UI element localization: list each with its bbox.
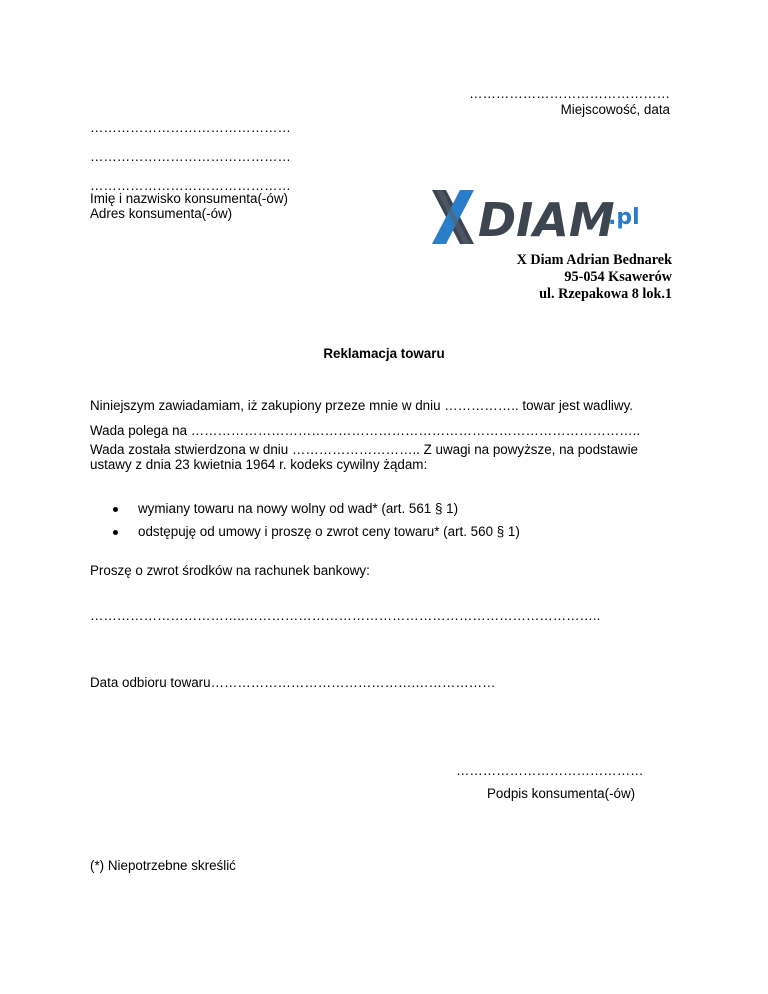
bank-account-dots: ……………………………..……………………………………………………………………..: [90, 608, 601, 623]
defect-found-paragraph-line-2: ustawy z dnia 23 kwietnia 1964 r. kodeks cywilny żądam:: [90, 457, 428, 472]
document-title: Reklamacja towaru: [323, 346, 445, 361]
footnote: (*) Niepotrzebne skreślić: [90, 858, 236, 873]
place-date-dots: ………………………………………: [469, 86, 670, 101]
signature-label: Podpis konsumenta(-ów): [487, 786, 636, 801]
bullet-marker: [113, 530, 118, 535]
logo-text: DIAM: [478, 193, 615, 246]
signature-dots: ……………………………………: [456, 763, 644, 778]
demand-option-replace: wymiany towaru na nowy wolny od wad* (art. 561 § 1): [138, 501, 459, 516]
seller-name: X Diam Adrian Bednarek: [516, 252, 672, 268]
consumer-line-2: ………………………………………: [90, 149, 291, 164]
place-date-label: Miejscowość, data: [560, 102, 670, 117]
logo-x-mark: [432, 190, 474, 244]
logo-suffix: .pl: [608, 205, 640, 230]
demand-option-withdraw: odstępuję od umowy i proszę o zwrot ceny towaru* (art. 560 § 1): [138, 524, 520, 539]
defect-description-line: Wada polega na ………………………………………………………………………………………..: [90, 423, 641, 438]
defect-date-paragraph: Niniejszym zawiadamiam, iż zakupiony przeze mnie w dniu …………….. towar jest wadliwy.: [90, 398, 633, 413]
consumer-line-1: ………………………………………: [90, 120, 291, 135]
consumer-name-label: Imię i nazwisko konsumenta(-ów): [90, 191, 288, 206]
seller-street: ul. Rzepakowa 8 lok.1: [539, 286, 672, 302]
consumer-address-label: Adres konsumenta(-ów): [90, 206, 233, 221]
defect-found-paragraph-line-1: Wada została stwierdzona w dniu ……………………….. Z uwagi na powyższe, na podstawie: [90, 442, 638, 457]
xdiam-logo: [430, 188, 648, 246]
seller-city: 95-054 Ksawerów: [564, 269, 672, 285]
receipt-date-line: Data odbioru towaru……………………………………….………………: [90, 675, 496, 690]
consumer-line-3: ………………………………………: [90, 178, 291, 193]
refund-request: Proszę o zwrot środków na rachunek bankowy:: [90, 563, 370, 578]
bullet-marker: [113, 507, 118, 512]
